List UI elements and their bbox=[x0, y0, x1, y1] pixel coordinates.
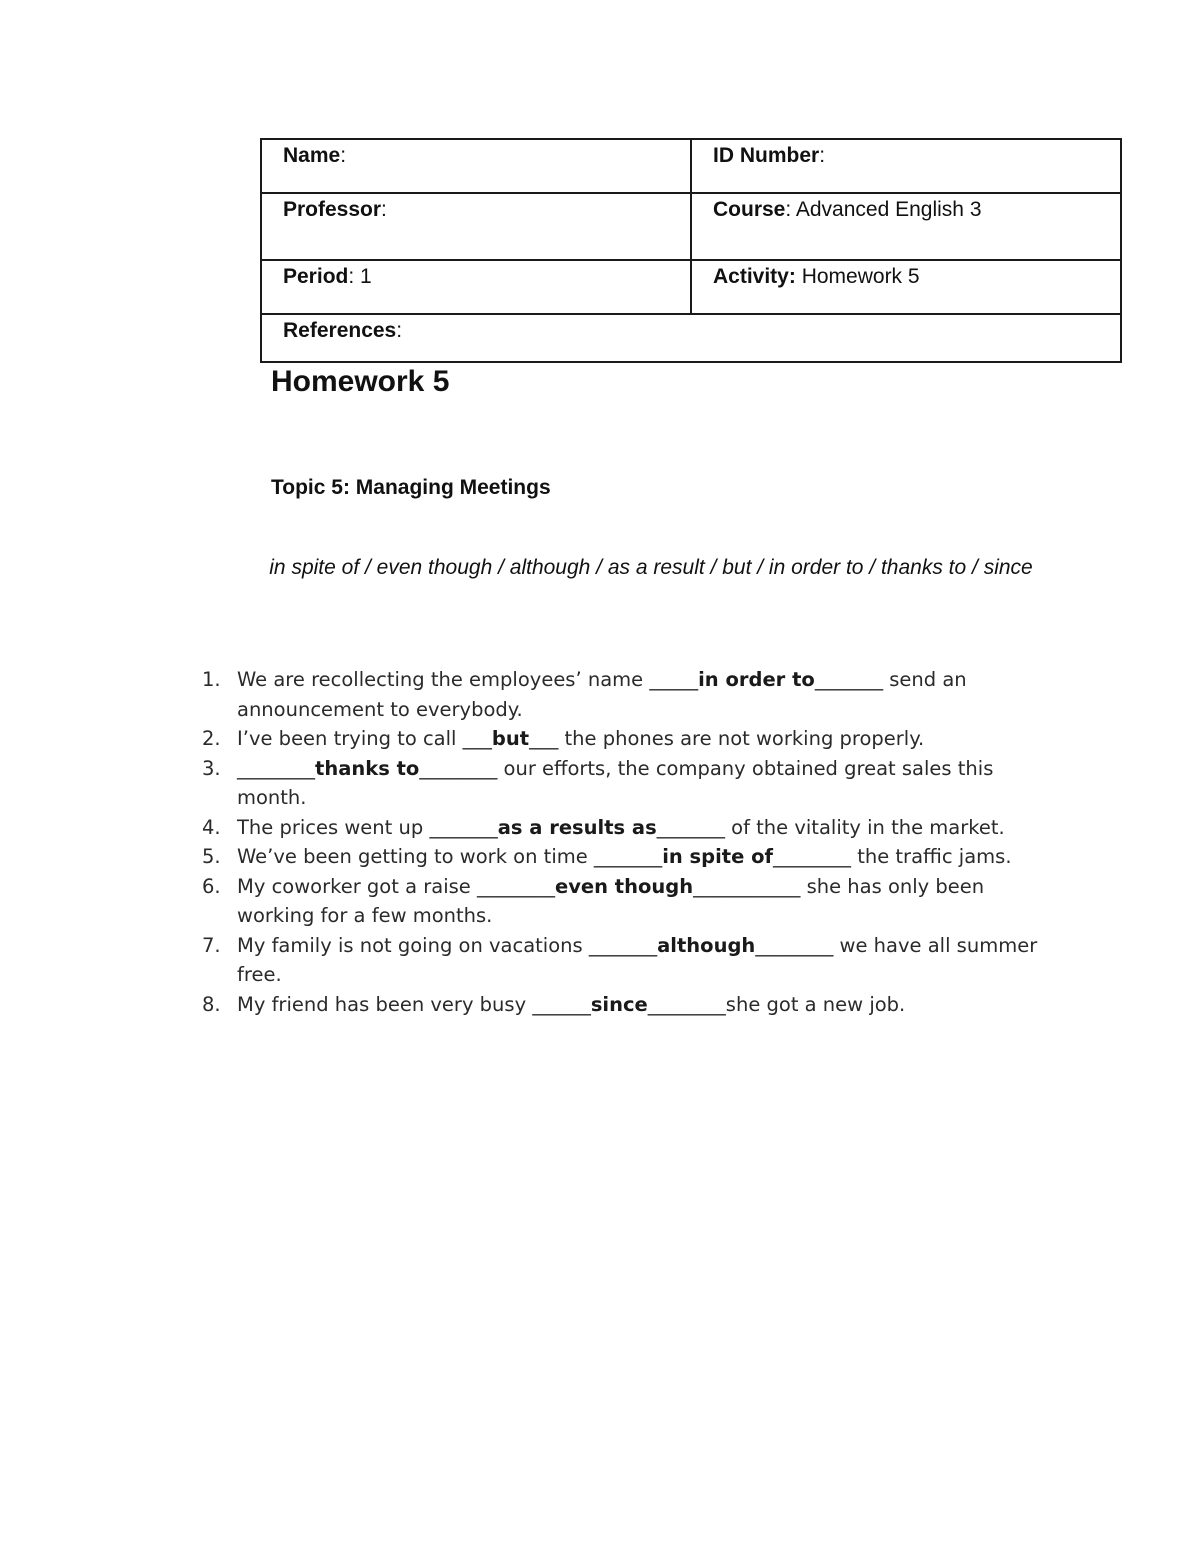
activity-cell bbox=[691, 260, 1121, 314]
activity-value: Homework 5 bbox=[801, 265, 920, 288]
sentence-after: _______ send an announcement to everybody. bbox=[237, 668, 967, 721]
sentence-after: ________ the traffic jams. bbox=[773, 845, 1012, 868]
item-number: 4. bbox=[202, 815, 221, 839]
word-bank: in spite of / even though / although / as a result / but / in order to / thanks to / since bbox=[269, 556, 1033, 579]
name-cell: Name: bbox=[261, 139, 691, 193]
student-info-table bbox=[260, 138, 1122, 363]
id-number-cell: ID Number: bbox=[691, 139, 1121, 193]
activity-label: Activity: bbox=[713, 265, 796, 288]
answer-text: in order to bbox=[698, 668, 815, 691]
name-label: Name bbox=[283, 144, 341, 167]
id-number-label: ID Number bbox=[713, 144, 820, 167]
answer-text: although bbox=[657, 933, 756, 957]
answer-text: even though bbox=[554, 874, 694, 898]
sentence-before: The prices went up _______ bbox=[237, 815, 498, 839]
exercise-item bbox=[200, 665, 1040, 724]
sentence-after: ________ we have all summer free. bbox=[237, 933, 1038, 986]
item-number: 8. bbox=[202, 992, 221, 1016]
exercise-item bbox=[200, 990, 1040, 1020]
professor-label: Professor bbox=[283, 198, 382, 221]
sentence-after: ___________ she has only been working for a few months. bbox=[237, 874, 985, 927]
sentence-before: My friend has been very busy ______ bbox=[237, 992, 591, 1016]
answer-text: since bbox=[590, 992, 648, 1016]
period-cell: Period: 1 bbox=[261, 260, 691, 314]
sentence-before: We’ve been getting to work on time _______ bbox=[237, 845, 663, 868]
sentence-after: _______ of the vitality in the market. bbox=[656, 815, 1005, 839]
answer-text: but bbox=[491, 727, 530, 750]
sentence-before: I’ve been trying to call ___ bbox=[237, 727, 492, 750]
exercise-list bbox=[200, 665, 1040, 1019]
references-label: References bbox=[283, 319, 397, 342]
answer-text: thanks to bbox=[315, 756, 420, 780]
sentence-before: ________ bbox=[237, 756, 315, 780]
item-number: 2. bbox=[202, 727, 221, 750]
sentence-after: ________ our efforts, the company obtained great sales this month. bbox=[237, 756, 994, 809]
exercise-item bbox=[200, 872, 1040, 931]
period-value: 1 bbox=[360, 265, 372, 288]
course-cell: Course: Advanced English 3 bbox=[691, 193, 1121, 260]
sentence-before: My coworker got a raise ________ bbox=[237, 874, 555, 898]
exercise-item bbox=[200, 813, 1040, 843]
sentence-before: My family is not going on vacations _______ bbox=[237, 933, 658, 957]
exercise-item bbox=[200, 931, 1040, 990]
sentence-after: ___ the phones are not working properly. bbox=[529, 727, 925, 750]
item-number: 3. bbox=[202, 756, 221, 780]
item-number: 6. bbox=[202, 874, 221, 898]
item-number: 7. bbox=[202, 933, 221, 957]
references-cell: References: bbox=[261, 314, 1121, 362]
sentence-before: We are recollecting the employees’ name _____ bbox=[237, 668, 699, 691]
answer-text: in spite of bbox=[662, 845, 774, 868]
exercise-item bbox=[200, 754, 1040, 813]
professor-cell: Professor: bbox=[261, 193, 691, 260]
exercise-item bbox=[200, 842, 1040, 872]
course-value: Advanced English 3 bbox=[795, 198, 982, 221]
page-title: Homework 5 bbox=[271, 365, 450, 398]
item-number: 1. bbox=[202, 668, 221, 691]
course-label: Course bbox=[713, 198, 786, 221]
item-number: 5. bbox=[202, 845, 221, 868]
sentence-after: ________she got a new job. bbox=[647, 992, 906, 1016]
topic-heading: Topic 5: Managing Meetings bbox=[271, 476, 551, 499]
period-label: Period bbox=[283, 265, 349, 288]
exercise-item bbox=[200, 724, 1040, 754]
answer-text: as a results as bbox=[497, 815, 657, 839]
